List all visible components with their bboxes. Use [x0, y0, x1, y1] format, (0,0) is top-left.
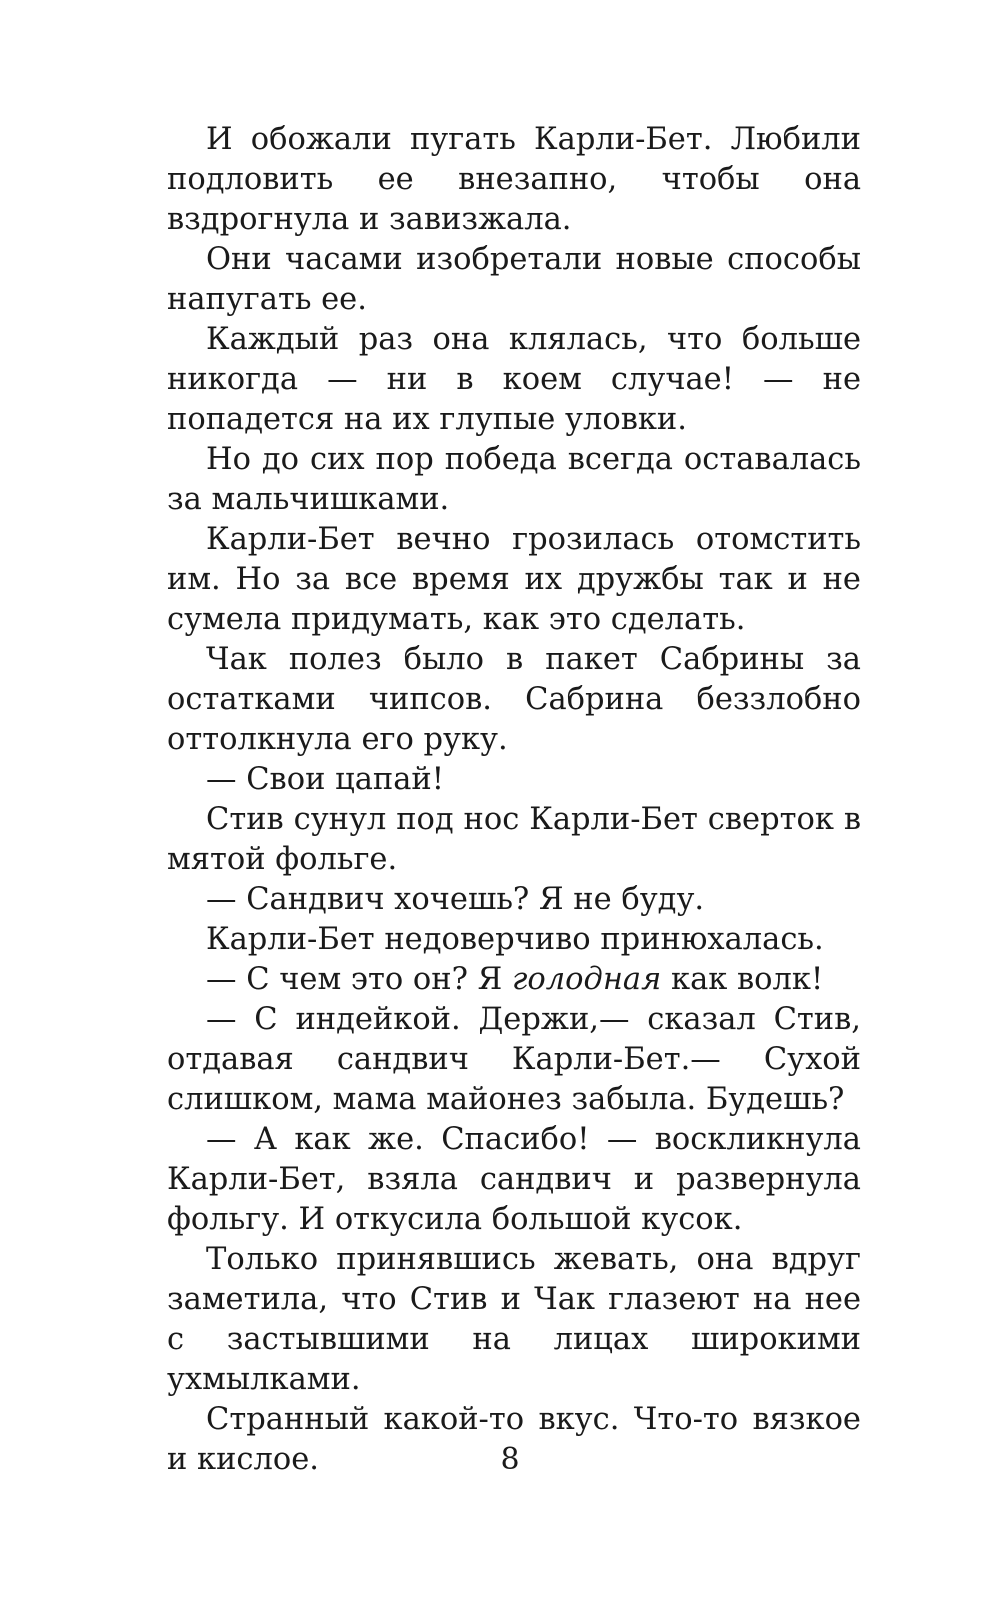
dialogue-line-with-emphasis	[167, 960, 861, 1000]
paragraph: И обожали пугать Карли-Бет. Любили подловить ее внезапно, чтобы она вздрогнула и завизжала.	[167, 122, 861, 237]
dialogue-line: — Свои цапай!	[206, 762, 444, 797]
dialogue-line: — А как же. Спасибо! — воскликнула Карли-Бет, взяла сандвич и развернула фольгу. И откусила большой кусок.	[167, 1122, 861, 1237]
paragraph: Странный какой-то вкус. Что-то вязкое и кислое.	[167, 1402, 861, 1477]
dialogue-text: как волк!	[661, 962, 824, 997]
paragraph: Карли-Бет вечно грозилась отомстить им. Но за все время их дружбы так и не сумела придумать, как это сделать.	[167, 522, 861, 637]
paragraph: Но до сих пор победа всегда оставалась за мальчишками.	[167, 442, 861, 517]
paragraph: Чак полез было в пакет Сабрины за остатками чипсов. Сабрина беззлобно оттолкнула его руку.	[167, 642, 861, 757]
paragraph: Они часами изобретали новые способы напугать ее.	[167, 242, 861, 317]
dialogue-line: — С индейкой. Держи,— сказал Стив, отдавая сандвич Карли-Бет.— Сухой слишком, мама майонез забыла. Будешь?	[167, 1002, 861, 1117]
page-number: 8	[500, 1442, 520, 1477]
body-text	[167, 120, 861, 1480]
paragraph: Только принявшись жевать, она вдруг заметила, что Стив и Чак глазеют на нее с застывшими на лицах широкими ухмылками.	[167, 1242, 861, 1397]
paragraph: Стив сунул под нос Карли-Бет сверток в мятой фольге.	[167, 802, 861, 877]
dialogue-line: — Сандвич хочешь? Я не буду.	[206, 882, 705, 917]
paragraph: Каждый раз она клялась, что больше никогда — ни в коем случае! — не попадется на их глупые уловки.	[167, 322, 861, 437]
emphasized-word: голодная	[511, 962, 662, 997]
paragraph: Карли-Бет недоверчиво принюхалась.	[206, 922, 824, 957]
dialogue-text: — С чем это он? Я	[206, 962, 512, 997]
